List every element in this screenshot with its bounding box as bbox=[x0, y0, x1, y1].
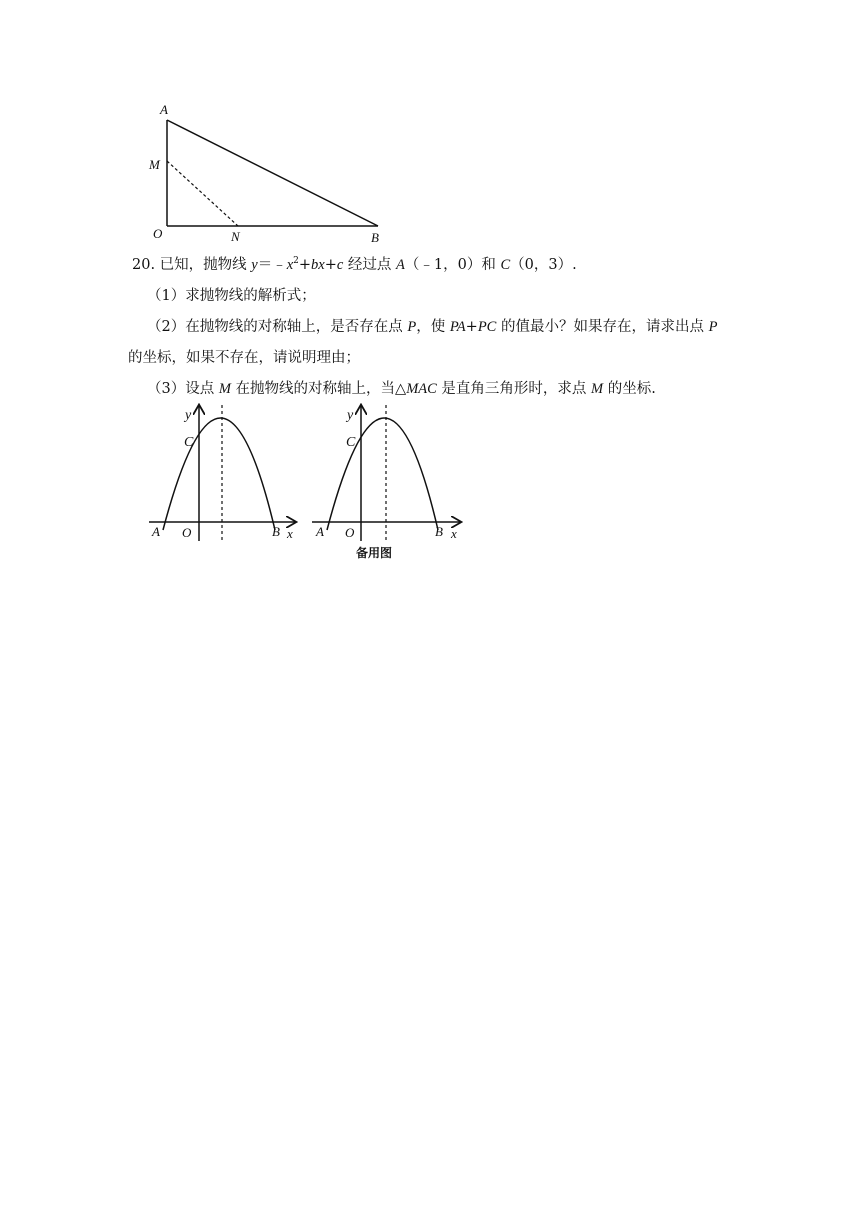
q2-text-1: （2）在抛物线的对称轴上，是否存在点 bbox=[147, 319, 408, 335]
point-P: P bbox=[708, 319, 718, 335]
exponent: 2 bbox=[293, 256, 299, 266]
parabola-figure-2 bbox=[308, 400, 473, 565]
parabola-curve bbox=[163, 418, 275, 530]
question-1: （1）求抛物线的解析式； bbox=[147, 288, 316, 304]
parabola-figure-1 bbox=[145, 400, 310, 560]
question-2-line-1 bbox=[147, 317, 717, 337]
stem-text-4: （0，3）. bbox=[510, 257, 577, 273]
stem-text-3: （﹣1，0）和 bbox=[404, 257, 501, 273]
label-A: A bbox=[316, 524, 324, 539]
label-y: y bbox=[347, 408, 354, 423]
label-B: B bbox=[371, 230, 379, 245]
problem-number: 20. bbox=[132, 257, 156, 273]
q3-text-2: 在抛物线的对称轴上，当△ bbox=[230, 381, 407, 397]
q3-text-4: 的坐标. bbox=[603, 381, 656, 397]
var-bx: bx bbox=[311, 257, 325, 273]
triangle-figure bbox=[140, 95, 400, 255]
segment-PC: PC bbox=[477, 319, 497, 335]
question-3 bbox=[147, 379, 656, 399]
label-O: O bbox=[345, 525, 355, 540]
parabola-curve bbox=[327, 418, 438, 530]
question-2-line-2: 的坐标，如果不存在，请说明理由； bbox=[128, 350, 360, 366]
label-O: O bbox=[153, 226, 163, 241]
q3-text-1: （3）设点 bbox=[147, 381, 219, 397]
segment-AB bbox=[167, 120, 378, 226]
var-y: y bbox=[251, 257, 258, 273]
plus-sign: + bbox=[465, 319, 478, 335]
var-x: x bbox=[286, 257, 294, 273]
segment-PA: PA bbox=[449, 319, 466, 335]
segment-MN-dashed bbox=[167, 161, 238, 226]
label-A: A bbox=[160, 102, 168, 117]
stem-text-2: 经过点 bbox=[343, 257, 397, 273]
label-C: C bbox=[184, 435, 194, 450]
q2-text-2: ，使 bbox=[416, 319, 450, 335]
label-M: M bbox=[149, 157, 160, 172]
label-x: x bbox=[451, 526, 457, 541]
label-y: y bbox=[185, 408, 192, 423]
point-P: P bbox=[407, 319, 417, 335]
label-A: A bbox=[152, 524, 160, 539]
problem-stem bbox=[132, 255, 577, 275]
label-O: O bbox=[182, 525, 192, 540]
q3-text-3: 是直角三角形时，求点 bbox=[436, 381, 592, 397]
point-M: M bbox=[591, 381, 604, 397]
triangle-MAC: MAC bbox=[406, 381, 437, 397]
label-C: C bbox=[346, 435, 356, 450]
label-B: B bbox=[272, 524, 280, 539]
point-M: M bbox=[218, 381, 231, 397]
label-N: N bbox=[231, 229, 240, 244]
point-C: C bbox=[500, 257, 511, 273]
label-B: B bbox=[435, 524, 443, 539]
plus-sign: + bbox=[324, 257, 337, 273]
plus-sign: + bbox=[298, 257, 312, 273]
q2-text-3: 的值最小？如果存在，请求出点 bbox=[496, 319, 709, 335]
point-A: A bbox=[396, 257, 405, 273]
stem-eq: ＝﹣ bbox=[257, 257, 287, 273]
var-c: c bbox=[336, 257, 344, 273]
stem-text-1: 已知，抛物线 bbox=[159, 257, 252, 273]
label-x: x bbox=[287, 526, 293, 541]
figure-caption: 备用图 bbox=[356, 546, 393, 560]
